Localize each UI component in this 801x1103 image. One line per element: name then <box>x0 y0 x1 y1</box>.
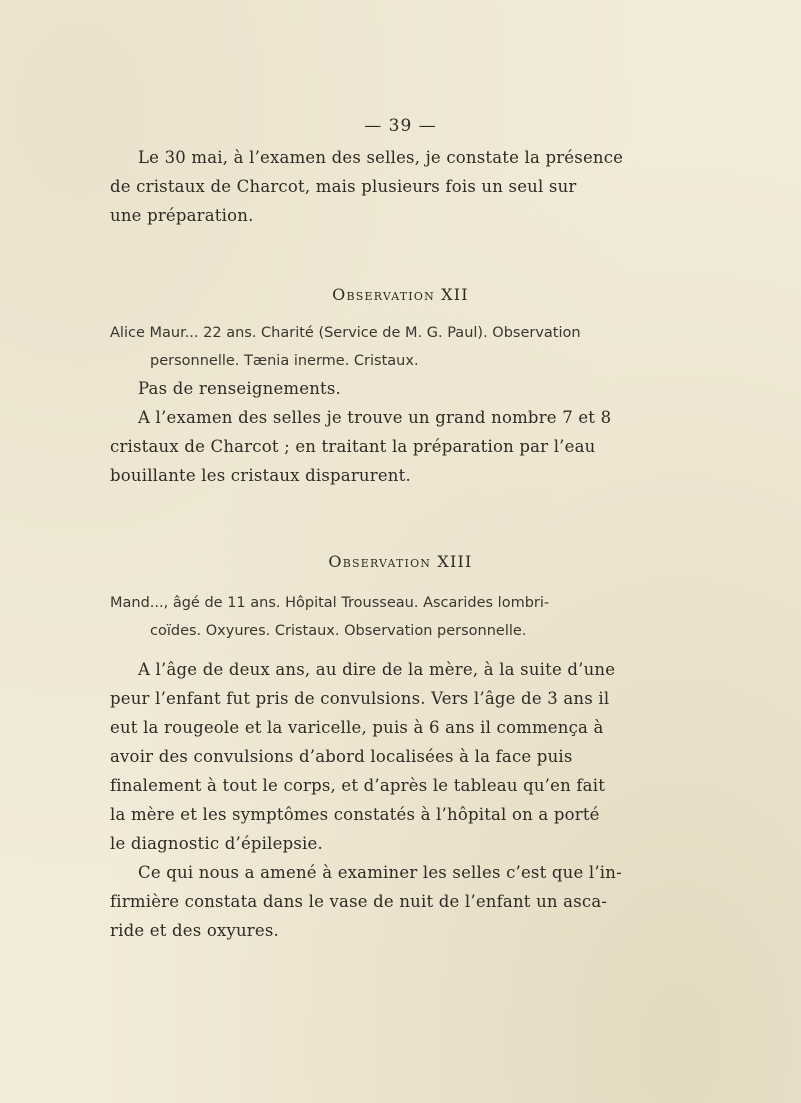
body-line: finalement à tout le corps, et d’après le tableau qu’en fait <box>110 776 606 795</box>
body-line: ride et des oxyures. <box>110 921 279 940</box>
body-line: eut la rougeole et la varicelle, puis à 6 ans il commença à <box>110 718 604 737</box>
intro-paragraph <box>110 143 690 230</box>
observation-12-heading: Observation XII <box>332 285 469 304</box>
intro-line: de cristaux de Charcot, mais plusieurs fois un seul sur <box>110 177 577 196</box>
body-line: peur l’enfant fut pris de convulsions. Vers l’âge de 3 ans il <box>110 689 610 708</box>
body-line: le diagnostic d’épilepsie. <box>110 834 323 853</box>
observation-12-meta <box>110 319 690 375</box>
observation-13-paragraph-1 <box>110 655 690 858</box>
body-line: la mère et les symptômes constatés à l’hôpital on a porté <box>110 805 600 824</box>
body-line: A l’examen des selles je trouve un grand nombre 7 et 8 <box>138 408 612 427</box>
meta-line: Mand..., âgé de 11 ans. Hôpital Trousseau. Ascarides lombri- <box>110 595 550 611</box>
intro-line: une préparation. <box>110 206 254 225</box>
observation-13-meta <box>110 589 690 645</box>
page-number: — 39 — <box>364 116 437 136</box>
observation-13-paragraph-2 <box>110 858 690 945</box>
observation-13-heading: Observation XIII <box>328 552 473 571</box>
body-line: firmière constata dans le vase de nuit de l’enfant un asca- <box>110 892 608 911</box>
meta-line: Alice Maur... 22 ans. Charité (Service de M. G. Paul). Observation <box>110 325 581 341</box>
meta-line: personnelle. Tænia inerme. Cristaux. <box>150 353 419 369</box>
meta-line: coïdes. Oxyures. Cristaux. Observation personnelle. <box>150 623 527 639</box>
body-line: avoir des convulsions d’abord localisées à la face puis <box>110 747 573 766</box>
intro-line: Le 30 mai, à l’examen des selles, je constate la présence <box>138 148 624 167</box>
body-line: cristaux de Charcot ; en traitant la préparation par l’eau <box>110 437 596 456</box>
body-line: A l’âge de deux ans, au dire de la mère, à la suite d’une <box>138 660 616 679</box>
body-line: bouillante les cristaux disparurent. <box>110 466 411 485</box>
body-line: Pas de renseignements. <box>138 379 342 398</box>
observation-12-body <box>110 374 690 490</box>
body-line: Ce qui nous a amené à examiner les selles c’est que l’in- <box>138 863 622 882</box>
